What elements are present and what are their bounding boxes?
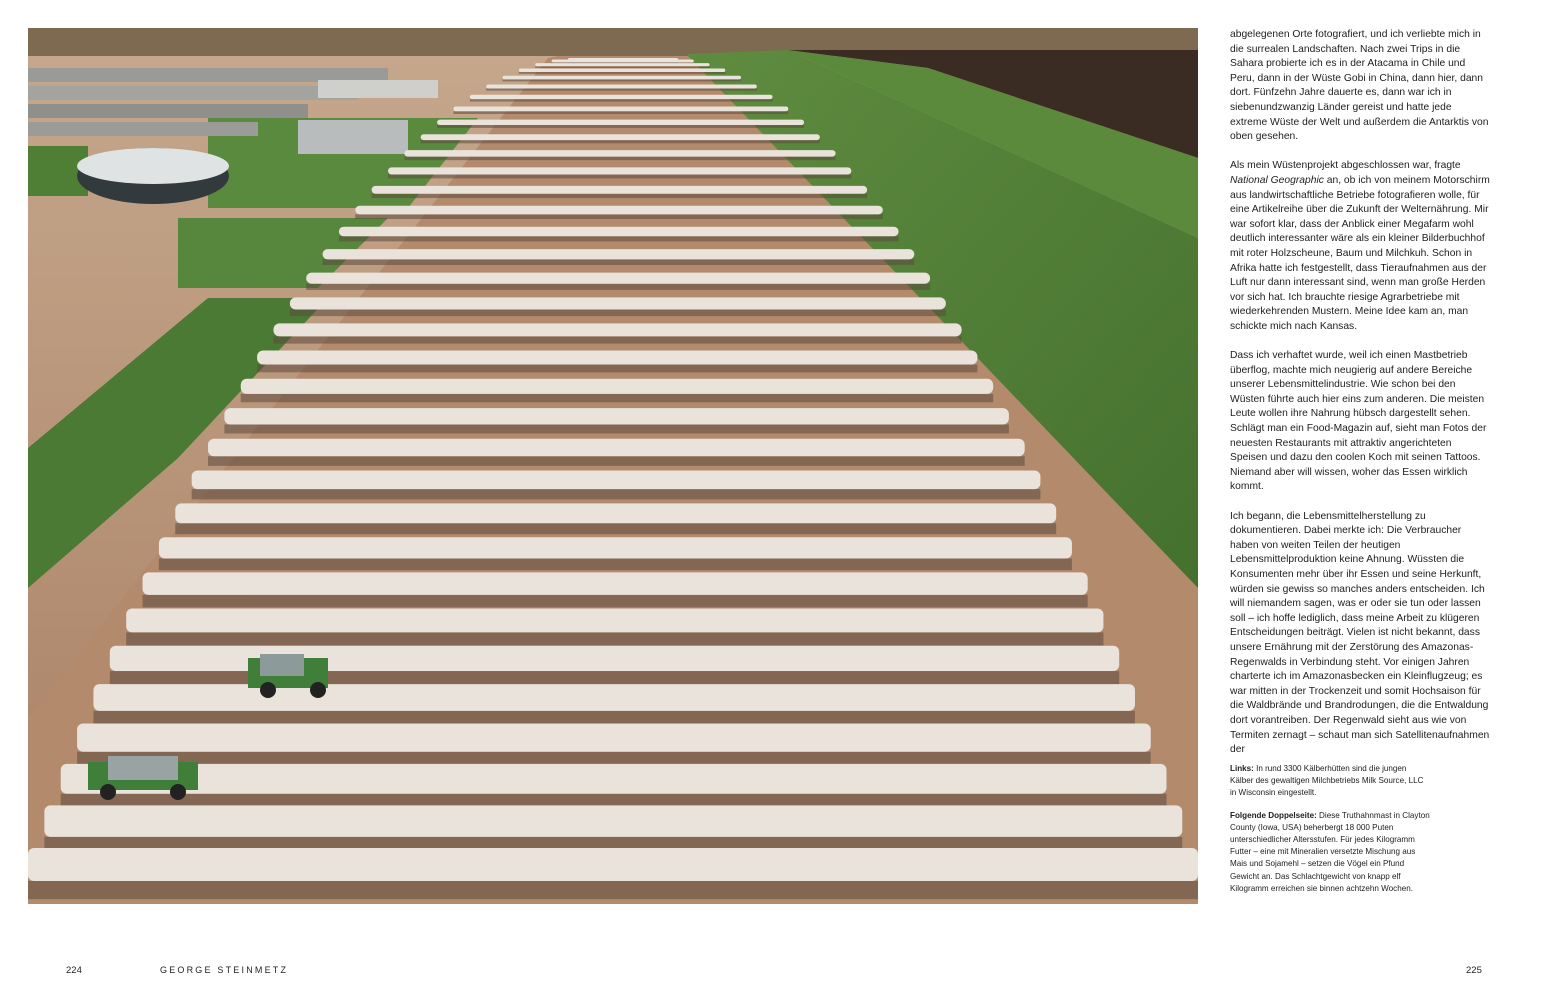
hutch-row-shadow	[306, 284, 930, 290]
hutch-row	[44, 805, 1182, 836]
hutch-row	[257, 350, 977, 364]
article-body	[1230, 28, 1490, 772]
hutch-row-shadow	[192, 489, 1041, 499]
hutch-row-shadow	[503, 79, 741, 81]
hutch-row	[503, 76, 741, 80]
hutch-row-shadow	[486, 88, 757, 90]
hutch-row	[355, 206, 883, 215]
hutch-row	[241, 379, 993, 394]
hutch-row	[339, 227, 899, 236]
hutch-row	[453, 106, 788, 111]
hutch-row	[437, 120, 804, 125]
magazine-name: National Geographic	[1230, 174, 1324, 186]
hutch-row	[28, 848, 1198, 881]
hutch-row	[61, 764, 1167, 794]
hutch-row-shadow	[453, 111, 788, 114]
paragraph: abgelegenen Orte fotografiert, und ich verliebte mich in die surrealen Landschaften. Nach zwei Trips in die Sahara probierte ich es in der Atacama in Chile und Peru, dann in der Wüste Gobi in China, dann hier, dann dort. Fünfzehn Jahre dauerte es, dann war ich in siebenundzwanzig Länder gereist und hatte jede extreme Wüste der Welt und außerdem die Antarktis von oben gesehen.	[1230, 29, 1489, 143]
hutch-row	[372, 186, 867, 194]
hutch-row-shadow	[93, 711, 1135, 726]
aerial-farm-photo	[28, 28, 1198, 904]
hutch-row-shadow	[470, 99, 773, 101]
hutch-row	[470, 95, 773, 99]
hutch-row	[208, 439, 1025, 456]
hutch-row	[224, 408, 1009, 424]
hutch-row	[388, 167, 851, 174]
hutch-row-shadow	[175, 523, 1056, 534]
paragraph-text: Als mein Wüstenprojekt abgeschlossen war, fragte	[1230, 160, 1461, 172]
hutch-row-shadow	[519, 72, 725, 74]
author-name: GEORGE STEINMETZ	[160, 965, 289, 975]
hutch-row-shadow	[143, 595, 1088, 607]
hutch-row-shadow	[273, 336, 961, 343]
hutch-row-shadow	[437, 125, 804, 128]
hutch-row	[404, 150, 835, 156]
hutch-row	[273, 323, 961, 336]
caption-label: Folgende Doppelseite:	[1230, 810, 1317, 820]
caption-next-spread	[1230, 810, 1430, 895]
hutch-row-shadow	[339, 236, 899, 241]
hutch-row-shadow	[28, 881, 1198, 899]
hutch-row-shadow	[388, 174, 851, 178]
hutch-row	[143, 572, 1088, 595]
hutch-row-shadow	[290, 309, 946, 316]
hutch-row-shadow	[404, 157, 835, 161]
paragraph	[1230, 159, 1490, 334]
hutch-row-shadow	[257, 365, 977, 373]
caption-text: Diese Truthahnmast in Clayton County (Iowa, USA) beherbergt 18 000 Puten unterschiedlicher Altersstufen. Für jedes Kilogramm Futter – eine mit Mineralien versetzte Mischung aus Mais und Sojamehl – setzen die Vögel ein Pfund Gewicht an. Das Schlachtgewicht von knapp elf Kilogramm erreichen sie binnen achtzehn Wochen.	[1230, 810, 1430, 893]
hutch-row-shadow	[323, 259, 915, 265]
hutch-row	[93, 684, 1135, 711]
hutch-row	[486, 84, 757, 88]
hutch-row	[175, 503, 1056, 523]
hutch-row	[77, 723, 1151, 751]
hutch-row-shadow	[535, 66, 709, 68]
hutch-row	[421, 134, 820, 140]
hutch-row-shadow	[355, 214, 883, 219]
hutch-row-shadow	[126, 632, 1103, 645]
hutch-row	[519, 69, 725, 72]
hutch-row	[535, 63, 709, 66]
hutch-row	[306, 273, 930, 284]
hutch-row-shadow	[159, 558, 1072, 570]
caption-left	[1230, 763, 1430, 800]
paragraph-text: an, ob ich von meinem Motorschirm aus landwirtschaftliche Betriebe fotografieren wolle, für eine Artikelreihe über die Zukunft der Welternährung. Mir war sofort klar, dass der Anblick einer Megafarm wohl deutlich interessanter wäre als ein kleiner Bilderbuchhof mit roter Holzscheune, Baum und Milchkuh. Schon in Afrika hatte ich festgestellt, dass Tieraufnahmen aus der Luft nur dann interessant sind, wenn man große Herden vor sich hat. Ich brauchte riesige Agrarbetriebe mit wiederkehrenden Mustern. Meine Idee kam an, man schickte mich nach Kansas.	[1230, 174, 1490, 332]
hutch-row	[290, 297, 946, 309]
page-number-right: 225	[1466, 965, 1482, 976]
page-number-left: 224	[66, 965, 82, 976]
caption-text: In rund 3300 Kälberhütten sind die jungen Kälber des gewaltigen Milchbetriebs Milk Source, LLC in Wisconsin eingestellt.	[1230, 764, 1424, 798]
photo-captions	[1230, 763, 1430, 905]
hutch-row	[323, 249, 915, 259]
hutch-row-shadow	[241, 394, 993, 402]
hutch-row	[159, 537, 1072, 558]
paragraph: Ich begann, die Lebensmittelherstellung zu dokumentieren. Dabei merkte ich: Die Verbraucher haben von weiten Teilen der heutigen Lebensmittelproduktion keine Ahnung. Wüssten die Konsumenten mehr über ihr Essen und seine Herkunft, würden sie gewiss so manches anders entscheiden. Ich will niemandem sagen, was er oder sie tun oder lassen soll – ich hoffe lediglich, dass meine Arbeit zu klügeren Entscheidungen beiträgt. Vielen ist nicht bekannt, dass unsere Ernährung mit der Zerstörung des Amazonas-Regenwalds in Verbindung steht. Vor einigen Jahren charterte ich im Amazonasbecken ein Kleinflugzeug; es war mitten in der Trockenzeit und somit Hochsaison für die Waldbrände und Brandrodungen, die die Entwaldung dort vorantreiben. Der Regenwald sieht aus wie von Termiten zernagt – schaut man sich Satellitenaufnahmen der	[1230, 510, 1490, 756]
hutch-row	[192, 470, 1041, 489]
paragraph: Dass ich verhaftet wurde, weil ich einen Mastbetrieb überflog, machte mich neugierig auf andere Bereiche unserer Lebensmittelindustrie. Wie schon bei den Wüsten führte auch hier eins zum anderen. Die meisten Leute wollen ihre Nahrung hübsch dargestellt sehen. Schlägt man ein Food-Magazin auf, sieht man Fotos der neuesten Restaurants mit attraktiv angerichteten Speisen und dazu den coolen Koch mit seinen Tattoos. Niemand aber will wissen, woher das Essen wirklich kommt.	[1230, 350, 1487, 493]
hutch-row-shadow	[224, 424, 1009, 433]
hutch-row-shadow	[372, 194, 867, 198]
hutch-row	[126, 608, 1103, 632]
hutch-row-shadow	[208, 456, 1025, 466]
hutch-row-shadow	[421, 140, 820, 143]
caption-label: Links:	[1230, 764, 1254, 773]
hutch-row	[552, 59, 694, 62]
